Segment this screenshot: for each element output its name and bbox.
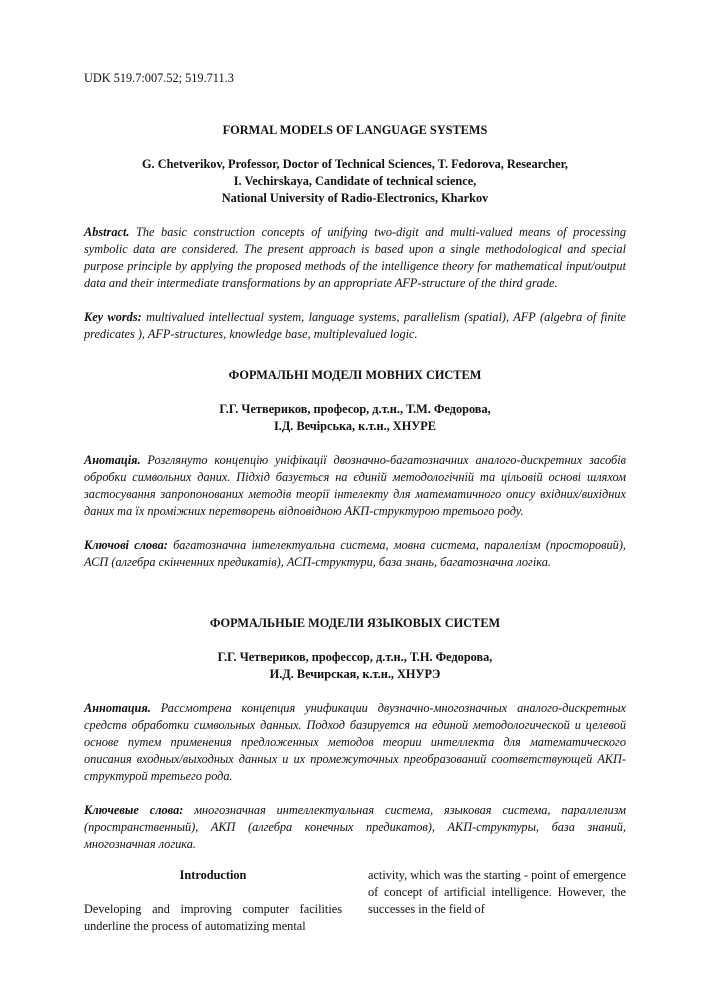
russian-authors (84, 649, 626, 683)
abstract-label: Анотація. (84, 453, 141, 467)
body-paragraph: Developing and improving computer facilities underline the process of automatizing mental (84, 902, 342, 933)
author-line: Г.Г. Четвериков, профессор, д.т.н., Т.Н. Федорова, (217, 650, 493, 664)
keywords-label: Ключевые слова: (84, 803, 184, 817)
keywords-text: многозначная интеллектуальная система, языковая система, параллелизм (пространственный), АКП (алгебра конечных предикатов), АКП-структуры, база знаний, многозначная логика. (84, 803, 626, 851)
keywords-text: багатозначна інтелектуальна система, мовна система, паралелізм (просторовий), АСП (алгебра скінченних предикатів), АСП-структури, база знань, багатозначна логіка. (84, 538, 626, 569)
abstract-text: The basic construction concepts of unifying two-digit and multi-valued means of processing symbolic data are considered. The present approach is based upon a single methodological and special purpose principle by applying the proposed methods of the intelligence theory for mathematical input/output data and their intermediate transformations by an appropriate AFP-structure of the third grade. (84, 225, 626, 290)
english-section (84, 122, 626, 343)
body-paragraph: activity, which was the starting - point of emergence of concept of artificial intelligence. However, the successes in the field of (368, 868, 626, 916)
russian-keywords (84, 802, 626, 853)
body-right-column (368, 867, 626, 918)
english-keywords (84, 309, 626, 343)
keywords-label: Key words: (84, 310, 142, 324)
ukrainian-keywords (84, 537, 626, 571)
keywords-label: Ключові слова: (84, 538, 168, 552)
english-authors (84, 156, 626, 207)
ukrainian-abstract (84, 452, 626, 520)
body-left-column (84, 867, 342, 935)
english-title: FORMAL MODELS OF LANGUAGE SYSTEMS (222, 123, 488, 137)
russian-abstract (84, 700, 626, 785)
russian-section (84, 615, 626, 853)
author-line: І.Д. Вечірська, к.т.н., ХНУРЕ (273, 419, 436, 433)
author-line: G. Chetverikov, Professor, Doctor of Technical Sciences, T. Fedorova, Researcher, (141, 157, 569, 171)
abstract-label: Abstract. (84, 225, 130, 239)
author-line: И.Д. Вечирская, к.т.н., ХНУРЭ (269, 667, 441, 681)
ukrainian-section (84, 367, 626, 571)
ukrainian-authors (84, 401, 626, 435)
introduction-heading: Introduction (179, 868, 247, 882)
author-line: Г.Г. Четвериков, професор, д.т.н., Т.М. Федорова, (219, 402, 491, 416)
keywords-text: multivalued intellectual system, language systems, parallelism (spatial), AFP (algebra of finite predicates ), AFP-structures, knowledge base, multiplevalued logic. (84, 310, 626, 341)
abstract-text: Розглянуто концепцію уніфікації двозначно-багатозначних аналого-дискретних засобів обробки символьних даних. Підхід базується на єдиній методологічній та цільовій основі шляхом застосування запропонованих методів теорії інтелекту для математичного опису вхідних/вихідних даних та їх проміжних перетворень відповідною АКП-структурою третього роду. (84, 453, 626, 518)
abstract-text: Рассмотрена концепция унификации двузначно-многозначных аналого-дискретных средств обработки символьных данных. Подход базируется на единой методологической и целевой основе путем применения предложенных методов теории интеллекта для математического описания входных/выходных данных и их промежуточных преобразований соответствующей АКП-структурой третьего рода. (84, 701, 626, 783)
udk-code: UDK 519.7:007.52; 519.711.3 (84, 71, 234, 85)
english-abstract (84, 224, 626, 292)
ukrainian-title: ФОРМАЛЬНІ МОДЕЛІ МОВНИХ СИСТЕМ (228, 368, 482, 382)
abstract-label: Аннотация. (84, 701, 151, 715)
author-line: National University of Radio-Electronics, Kharkov (221, 191, 489, 205)
author-line: I. Vechirskaya, Candidate of technical science, (233, 174, 477, 188)
russian-title: ФОРМАЛЬНЫЕ МОДЕЛИ ЯЗЫКОВЫХ СИСТЕМ (209, 616, 501, 630)
